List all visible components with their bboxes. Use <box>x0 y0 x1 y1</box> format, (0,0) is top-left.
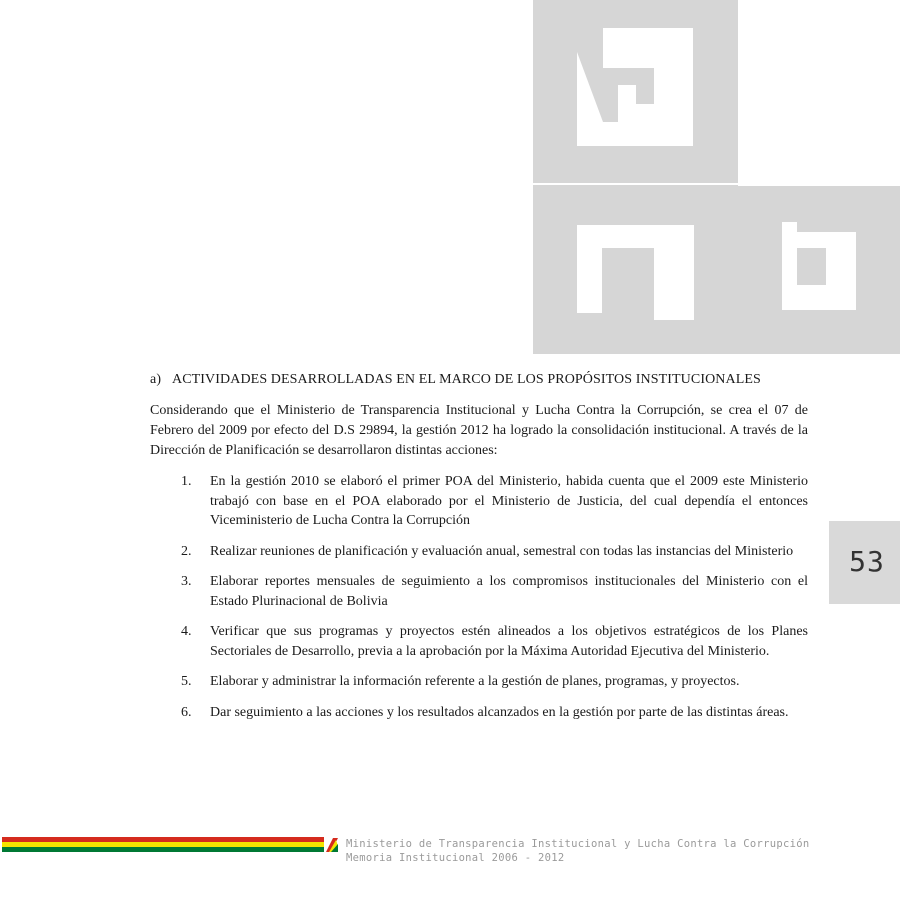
item-number: 2. <box>181 543 192 559</box>
page-number: 53 <box>849 545 885 578</box>
item-text: Realizar reuniones de planificación y evaluación anual, semestral con todas las instancias del Ministerio <box>210 543 794 559</box>
item-text: Elaborar reportes mensuales de seguimiento a los compromisos institucionales del Ministerio con el Estado Plurinacional de Bolivia <box>210 574 808 609</box>
intro-paragraph: Considerando que el Ministerio de Transparencia Institucional y Lucha Contra la Corrupción, se crea el 07 de Febrero del 2009 por efecto del D.S 29894, la gestión 2012 ha logrado la consolidación institucional. A través de la Dirección de Planificación se desarrollaron distintas acciones: <box>150 403 808 458</box>
footer <box>346 837 846 865</box>
item-number: 5. <box>181 674 192 689</box>
footer-ministry: Ministerio de Transparencia Institucional y Lucha Contra la Corrupción <box>346 838 810 850</box>
section-marker: a) <box>150 372 162 387</box>
item-number: 1. <box>181 474 192 489</box>
item-number: 6. <box>181 704 192 720</box>
section-title: ACTIVIDADES DESARROLLADAS EN EL MARCO DE LOS PROPÓSITOS INSTITUCIONALES <box>172 372 761 387</box>
item-number: 3. <box>181 574 192 589</box>
emblem-icon <box>326 838 338 852</box>
footer-memoria: Memoria Institucional 2006 - 2012 <box>346 852 565 864</box>
item-text: Verificar que sus programas y proyectos estén alineados a los objetivos estratégicos de los Planes Sectoriales de Desarrollo, previa a la aprobación por la Máxima Autoridad Ejecutiva del Ministerio. <box>210 624 808 659</box>
item-text: Dar seguimiento a las acciones y los resultados alcanzados en la gestión por parte de las distintas áreas. <box>210 704 789 720</box>
item-text: En la gestión 2010 se elaboró el primer POA del Ministerio, habida cuenta que el 2009 este Ministerio trabajó con base en el POA elaborado por el Ministerio de Justicia, del cual dependía el entonces Viceministerio de Lucha Contra la Corrupción <box>210 474 808 528</box>
item-text: Elaborar y administrar la información referente a la gestión de planes, programas, y proyectos. <box>210 674 740 689</box>
item-number: 4. <box>181 624 192 639</box>
